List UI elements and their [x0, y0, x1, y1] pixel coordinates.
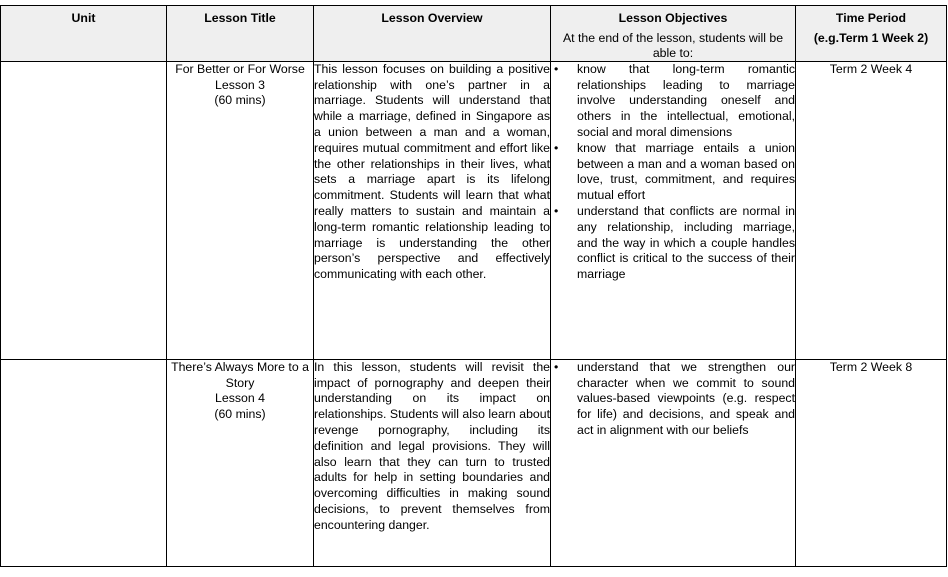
header-lesson-objectives-label: Lesson Objectives [618, 11, 728, 25]
objective-item [551, 204, 795, 283]
header-time-period-label: Time Period [835, 11, 907, 25]
objective-text: know that long-term romantic relationships leading to marriage involve understanding oneself and others in the intellectual, emotional, social and moral dimensions [577, 61, 795, 139]
unit-cell [1, 359, 167, 566]
lesson-objectives-cell [551, 359, 796, 566]
objective-item [551, 62, 795, 141]
lesson-objectives-cell [551, 61, 796, 359]
header-lesson-objectives [551, 6, 796, 62]
objective-text: know that marriage entails a union between a man and a woman based on love, trust, commitment, and requires mutual effort [577, 140, 795, 203]
objective-item [551, 360, 795, 439]
lesson-title-cell [167, 61, 314, 359]
lesson-duration: (60 mins) [214, 407, 266, 422]
lesson-overview-cell: This lesson focuses on building a positive relationship with one’s partner in a marriage. Students will understand that while a marriage, defined in Singapore as a union between a man and a woman, requires mutual commitment and effort like the other relationships in their lives, what sets a marriage apart is its lifelong commitment. Students will learn that what really matters to sustain and maintain a long-term romantic relationship leading to marriage is understanding the other person’s perspective and effectively communicating with each other. [314, 61, 551, 359]
lesson-overview-cell: In this lesson, students will revisit the impact of pornography and deepen their understanding on its impact on relationships. Students will also learn about revenge pornography, including its definition and legal provisions. They will also learn that they can turn to trusted adults for help in setting boundaries and overcoming difficulties in making sound decisions, to prevent themselves from encountering danger. [314, 359, 551, 566]
header-lesson-objectives-subtext: At the end of the lesson, students will be able to: [562, 30, 784, 60]
objectives-list [551, 360, 795, 439]
lesson-number: Lesson 3 [215, 77, 265, 92]
lesson-number: Lesson 4 [215, 391, 265, 406]
time-period-cell: Term 2 Week 8 [796, 359, 947, 566]
header-unit [1, 6, 167, 62]
objective-text: understand that conflicts are normal in any relationship, including marriage, and the way in which a couple handles conflict is critical to the success of their marriage [577, 203, 795, 282]
table-row [1, 61, 947, 359]
bullet-icon: • [554, 140, 559, 155]
lesson-plan-table [0, 5, 947, 567]
header-lesson-overview [314, 6, 551, 62]
objective-text: understand that we strengthen our character when we commit to sound values-based viewpoints (e.g. respect for life) and decisions, and speak and act in alignment with our beliefs [577, 359, 795, 437]
table-header-row [1, 6, 947, 62]
header-time-period-example: (e.g.Term 1 Week 2) [813, 30, 929, 45]
lesson-duration: (60 mins) [214, 93, 266, 108]
bullet-icon: • [554, 359, 559, 374]
time-period-cell: Term 2 Week 4 [796, 61, 947, 359]
lesson-title-cell [167, 359, 314, 566]
header-unit-label: Unit [71, 11, 96, 25]
header-lesson-overview-label: Lesson Overview [381, 11, 483, 25]
bullet-icon: • [554, 203, 559, 218]
header-lesson-title-label: Lesson Title [204, 11, 276, 25]
objectives-list [551, 62, 795, 283]
lesson-title: For Better or For Worse [175, 61, 305, 76]
unit-cell [1, 61, 167, 359]
header-lesson-title [167, 6, 314, 62]
header-time-period [796, 6, 947, 62]
bullet-icon: • [554, 61, 559, 76]
lesson-title: There’s Always More to a Story [171, 359, 309, 390]
objective-item [551, 141, 795, 204]
table-row [1, 359, 947, 566]
